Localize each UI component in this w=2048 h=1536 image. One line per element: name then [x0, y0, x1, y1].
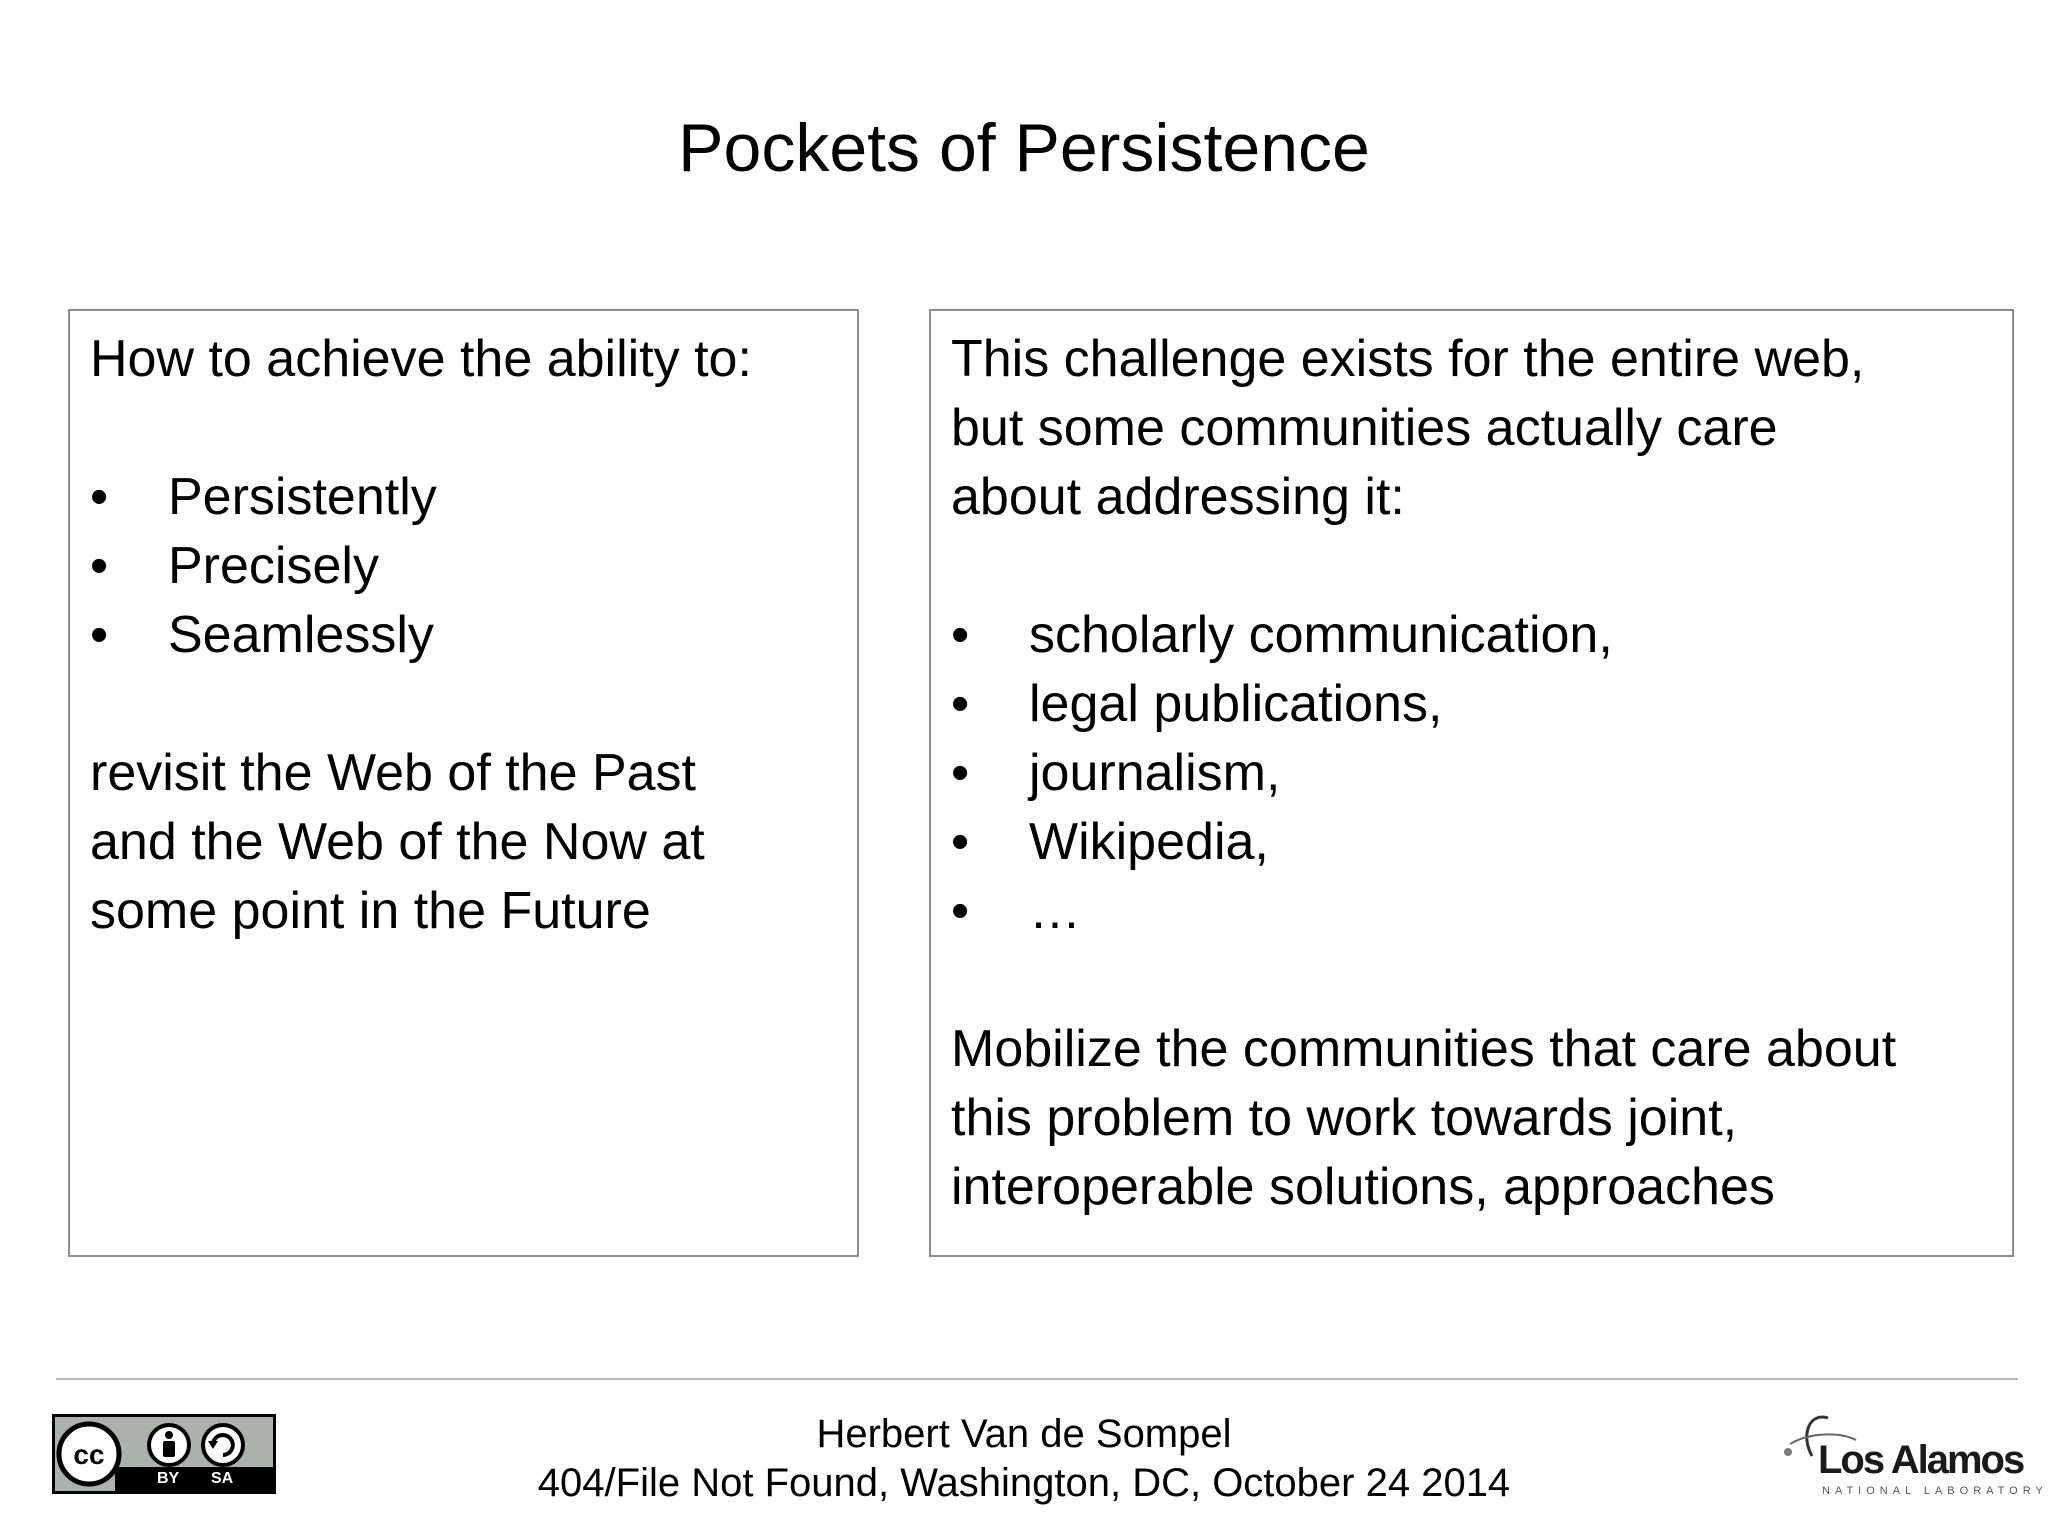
footer-author: Herbert Van de Sompel — [816, 1412, 1232, 1456]
bullet-icon: • — [951, 675, 970, 733]
right-text-box — [929, 309, 2014, 1257]
right-intro: This challenge exists for the entire web, but some communities actually care about addressing it: — [951, 330, 1865, 526]
spacer — [951, 946, 1992, 1015]
list-item — [90, 601, 837, 670]
bullet-icon: • — [951, 744, 970, 802]
bullet-icon: • — [951, 606, 970, 664]
footer-event: 404/File Not Found, Washington, DC, October 24 2014 — [537, 1461, 1511, 1505]
bullet-icon: • — [90, 606, 109, 664]
spacer — [951, 532, 1992, 601]
right-closing: Mobilize the communities that care about this problem to work towards joint, interoperable solutions, approaches — [951, 1020, 1897, 1216]
slide-title: Pockets of Persistence — [678, 110, 1370, 186]
bullet-icon: • — [90, 537, 109, 595]
left-text-box — [68, 309, 859, 1257]
bullet-icon: • — [90, 468, 109, 526]
footer-divider — [56, 1378, 2018, 1380]
list-item — [951, 877, 1992, 946]
spacer — [90, 670, 837, 739]
spacer — [90, 394, 837, 463]
list-item-text: Persistently — [168, 468, 437, 526]
by-label: BY — [157, 1470, 180, 1487]
left-bullet-list — [90, 463, 837, 670]
right-bullet-list — [951, 601, 1992, 946]
logo-name: Los Alamos — [1818, 1438, 2024, 1482]
list-item-text: legal publications, — [1029, 675, 1443, 733]
sa-label: SA — [211, 1470, 234, 1487]
list-item-text: Seamlessly — [168, 606, 434, 664]
list-item — [90, 463, 837, 532]
list-item-text: Precisely — [168, 537, 379, 595]
list-item — [90, 532, 837, 601]
list-item — [951, 808, 1992, 877]
list-item — [951, 601, 1992, 670]
list-item — [951, 670, 1992, 739]
list-item-text: … — [1029, 882, 1081, 940]
logo-subtitle: NATIONAL LABORATORY — [1822, 1485, 2048, 1497]
los-alamos-logo — [1770, 1404, 2048, 1504]
left-closing: revisit the Web of the Past and the Web of the Now at some point in the Future — [90, 744, 705, 940]
bullet-icon: • — [951, 882, 970, 940]
left-intro: How to achieve the ability to: — [90, 330, 752, 388]
list-item-text: Wikipedia, — [1029, 813, 1269, 871]
cc-icon-text: cc — [73, 1439, 105, 1470]
bullet-icon: • — [951, 813, 970, 871]
list-item-text: scholarly communication, — [1029, 606, 1613, 664]
footer — [0, 1410, 2048, 1508]
list-item — [951, 739, 1992, 808]
list-item-text: journalism, — [1029, 744, 1281, 802]
